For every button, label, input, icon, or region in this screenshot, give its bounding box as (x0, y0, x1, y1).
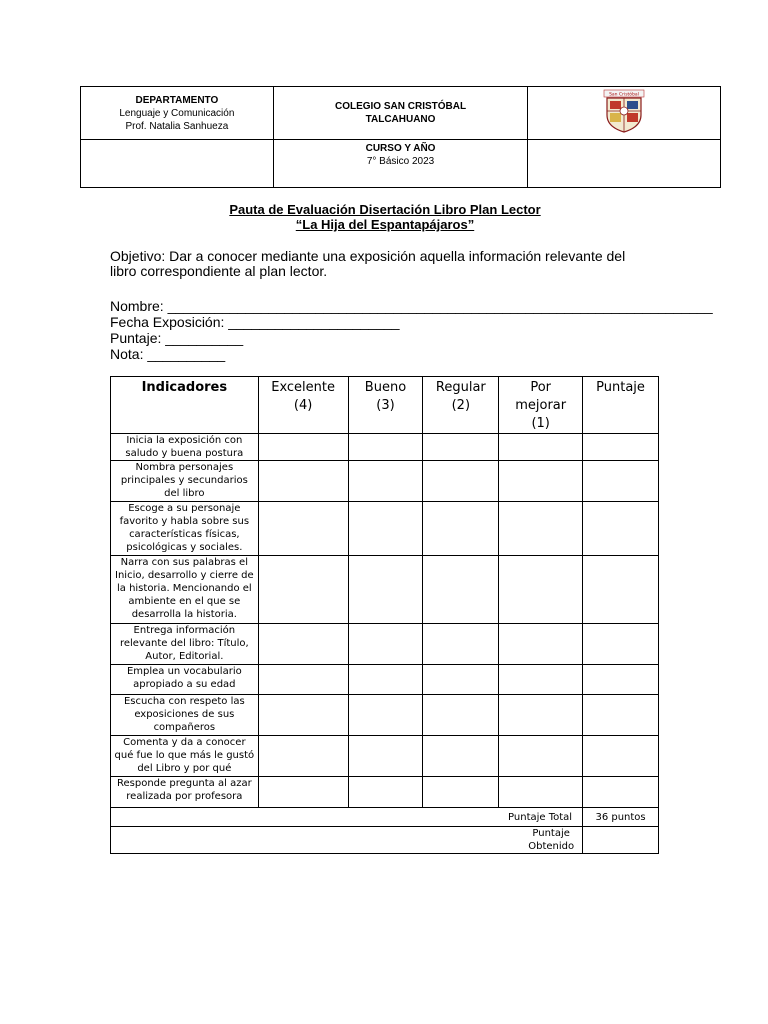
course-cell (273, 140, 528, 188)
indicator-text-line: relevante del libro: Título, (119, 638, 249, 649)
indicator-cell (111, 461, 259, 502)
indicator-text-line: del Libro y por qué (137, 763, 232, 774)
school-city: TALCAHUANO (365, 114, 436, 125)
score-cell-regular[interactable] (423, 736, 499, 777)
rubric-row (111, 461, 659, 502)
empty-cell-right (528, 140, 721, 188)
indicator-text-line: Nombra personajes (135, 462, 234, 473)
score-cell-excelente[interactable] (258, 736, 348, 777)
indicator-text-line: Comenta y da a conocer (123, 737, 246, 748)
score-cell-puntaje[interactable] (583, 624, 659, 665)
indicator-text-line: Responde pregunta al azar (117, 778, 252, 789)
indicator-text-line: Entrega información (133, 625, 236, 636)
score-cell-por-mejorar[interactable] (499, 434, 583, 461)
indicator-text-line: Inicia la exposición con (126, 435, 243, 446)
score-cell-excelente[interactable] (258, 777, 348, 808)
indicator-text-line: la historia. Mencionando el (116, 583, 252, 594)
indicator-cell (111, 624, 259, 665)
score-cell-por-mejorar[interactable] (499, 556, 583, 624)
rubric-row (111, 624, 659, 665)
name-field[interactable]: Nombre: ______________________________________________________________________ (110, 298, 713, 314)
header-regular-score: (2) (451, 398, 471, 413)
score-cell-excelente[interactable] (258, 695, 348, 736)
score-cell-regular[interactable] (423, 665, 499, 695)
total-value: 36 puntos (583, 808, 659, 827)
header-puntaje: Puntaje (583, 377, 659, 434)
obtained-value-cell[interactable] (583, 827, 659, 854)
indicator-text-line: Narra con sus palabras el (120, 557, 248, 568)
department-teacher: Prof. Natalia Sanhueza (125, 120, 229, 132)
score-field[interactable]: Puntaje: __________ (110, 330, 244, 346)
rubric-body (111, 434, 659, 808)
header-regular-label: Regular (435, 380, 486, 395)
grade-field[interactable]: Nota: __________ (110, 346, 226, 362)
score-cell-bueno[interactable] (348, 777, 423, 808)
school-cell (273, 87, 528, 140)
score-cell-regular[interactable] (423, 461, 499, 502)
rubric-row (111, 695, 659, 736)
score-cell-bueno[interactable] (348, 665, 423, 695)
header-por-mejorar-score: (1) (531, 416, 550, 431)
school-crest-logo (603, 89, 645, 133)
header-por-mejorar-line2: mejorar (515, 398, 567, 413)
score-cell-excelente[interactable] (258, 624, 348, 665)
school-name: COLEGIO SAN CRISTÓBAL (334, 101, 467, 112)
indicator-text-line: realizada por profesora (126, 791, 243, 802)
indicator-text-line: favorito y habla sobre sus (119, 516, 250, 527)
score-cell-regular[interactable] (423, 556, 499, 624)
score-cell-por-mejorar[interactable] (499, 624, 583, 665)
rubric-row (111, 736, 659, 777)
score-cell-puntaje[interactable] (583, 695, 659, 736)
indicator-text-line: qué fue lo que más le gustó (114, 750, 255, 761)
indicator-text-line: características físicas, (129, 529, 240, 540)
score-cell-bueno[interactable] (348, 502, 423, 556)
department-subject: Lenguaje y Comunicación (119, 107, 235, 119)
score-cell-regular[interactable] (423, 502, 499, 556)
header-por-mejorar-line1: Por (530, 380, 552, 395)
obtained-label-line2: Obtenido (528, 841, 575, 852)
score-cell-puntaje[interactable] (583, 665, 659, 695)
rubric-row (111, 502, 659, 556)
header-excelente (258, 377, 348, 434)
course-label: CURSO Y AÑO (365, 143, 436, 154)
crest-cell (528, 87, 721, 140)
score-cell-bueno[interactable] (348, 736, 423, 777)
indicator-text-line: del libro (164, 488, 205, 499)
score-cell-excelente[interactable] (258, 434, 348, 461)
score-cell-por-mejorar[interactable] (499, 461, 583, 502)
rubric-row (111, 665, 659, 695)
header-indicadores: Indicadores (111, 377, 259, 434)
score-cell-por-mejorar[interactable] (499, 695, 583, 736)
empty-cell-left (81, 140, 274, 188)
indicator-text-line: psicológicas y sociales. (126, 542, 243, 553)
score-cell-puntaje[interactable] (583, 461, 659, 502)
score-cell-bueno[interactable] (348, 461, 423, 502)
obtained-row (111, 827, 659, 854)
score-cell-regular[interactable] (423, 434, 499, 461)
header-bueno (348, 377, 423, 434)
indicator-text-line: saludo y buena postura (125, 448, 244, 459)
header-bueno-label: Bueno (364, 380, 407, 395)
department-title: DEPARTAMENTO (135, 94, 219, 106)
indicator-text-line: Autor, Editorial. (145, 651, 224, 662)
header-excelente-score: (4) (293, 398, 313, 413)
score-cell-regular[interactable] (423, 777, 499, 808)
header-excelente-label: Excelente (271, 380, 336, 395)
score-cell-bueno[interactable] (348, 695, 423, 736)
indicator-cell (111, 556, 259, 624)
indicator-text-line: compañeros (153, 722, 216, 733)
indicator-cell (111, 434, 259, 461)
indicator-text-line: Escoge a su personaje (128, 503, 241, 514)
obtained-label-cell (111, 827, 583, 854)
department-cell (81, 87, 274, 140)
indicator-text-line: Inicio, desarrollo y cierre de (115, 570, 254, 581)
indicator-cell (111, 695, 259, 736)
score-cell-bueno[interactable] (348, 434, 423, 461)
score-cell-regular[interactable] (423, 695, 499, 736)
indicator-cell (111, 777, 259, 808)
score-cell-excelente[interactable] (258, 665, 348, 695)
course-value: 7° Básico 2023 (366, 156, 435, 167)
score-cell-por-mejorar[interactable] (499, 502, 583, 556)
header-regular (423, 377, 499, 434)
objective-line-1: Objetivo: Dar a conocer mediante una exposición aquella información relevante del (110, 248, 626, 264)
score-cell-puntaje[interactable] (583, 777, 659, 808)
page-title: Pauta de Evaluación Disertación Libro Plan Lector (229, 202, 541, 217)
indicator-text-line: desarrolla la historia. (131, 609, 237, 620)
score-cell-puntaje[interactable] (583, 502, 659, 556)
score-cell-por-mejorar[interactable] (499, 736, 583, 777)
book-title: “La Hija del Espantapájaros” (295, 217, 475, 232)
indicator-text-line: apropiado a su edad (133, 679, 236, 690)
score-cell-puntaje[interactable] (583, 556, 659, 624)
rubric-table (110, 376, 659, 854)
indicator-text-line: Escucha con respeto las (123, 696, 245, 707)
rubric-row (111, 556, 659, 624)
obtained-label (528, 827, 574, 853)
score-cell-puntaje[interactable] (583, 434, 659, 461)
indicator-text-line: exposiciones de sus (134, 709, 235, 720)
total-label: Puntaje Total (111, 808, 583, 827)
indicator-cell (111, 502, 259, 556)
score-cell-por-mejorar[interactable] (499, 777, 583, 808)
objective-line-2: libro correspondiente al plan lector. (110, 263, 328, 279)
date-field[interactable]: Fecha Exposición: ______________________ (110, 314, 400, 330)
rubric-row (111, 434, 659, 461)
score-cell-puntaje[interactable] (583, 736, 659, 777)
header-por-mejorar (499, 377, 583, 434)
indicator-cell (111, 736, 259, 777)
indicator-cell (111, 665, 259, 695)
score-cell-excelente[interactable] (258, 556, 348, 624)
total-row (111, 808, 659, 827)
header-table (80, 86, 721, 188)
rubric-header-row (111, 377, 659, 434)
score-cell-excelente[interactable] (258, 461, 348, 502)
score-cell-bueno[interactable] (348, 624, 423, 665)
score-cell-bueno[interactable] (348, 556, 423, 624)
crest-banner-text: San Cristóbal (609, 92, 640, 98)
indicator-text-line: principales y secundarios (120, 475, 248, 486)
indicator-text-line: Emplea un vocabulario (126, 666, 242, 677)
score-cell-regular[interactable] (423, 624, 499, 665)
score-cell-por-mejorar[interactable] (499, 665, 583, 695)
obtained-label-line1: Puntaje (532, 828, 570, 839)
indicator-text-line: ambiente en el que se (128, 596, 241, 607)
score-cell-excelente[interactable] (258, 502, 348, 556)
rubric-row (111, 777, 659, 808)
header-bueno-score: (3) (376, 398, 395, 413)
